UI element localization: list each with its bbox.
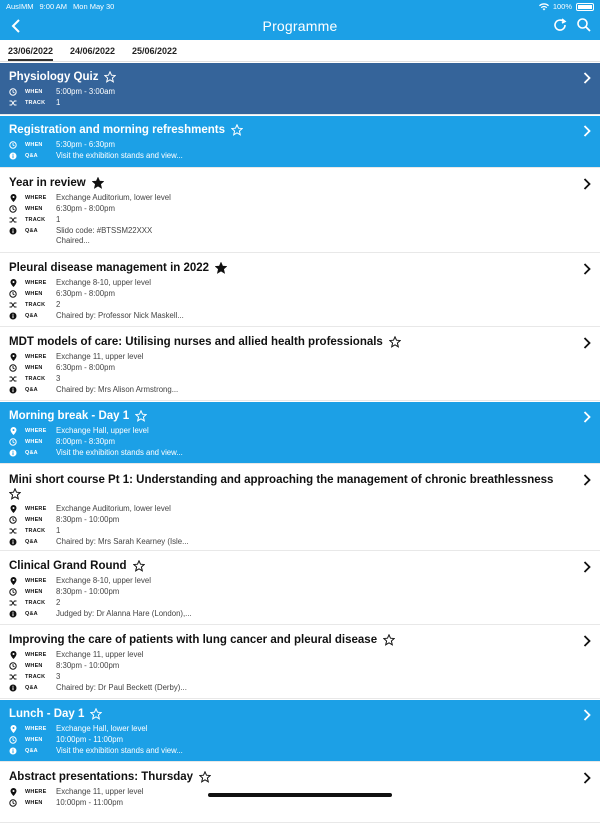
item-when-row	[9, 797, 124, 808]
location-pin-icon	[10, 353, 17, 361]
location-pin-icon	[10, 725, 17, 733]
item-qa-label: Q&A	[25, 312, 38, 319]
item-qa-label: Q&A	[25, 227, 38, 234]
item-when-label: WHEN	[25, 662, 43, 669]
clock-icon	[9, 364, 17, 372]
item-qa-label: Q&A	[25, 747, 38, 754]
shuffle-icon	[9, 99, 17, 107]
item-qa-row	[9, 225, 153, 236]
item-when-label: WHEN	[25, 205, 43, 212]
item-title	[9, 410, 147, 422]
item-track-label: TRACK	[25, 673, 46, 680]
item-title	[9, 262, 227, 274]
item-qa-label: Q&A	[25, 610, 38, 617]
chevron-right-icon[interactable]	[582, 124, 592, 138]
refresh-icon	[552, 17, 568, 33]
star-icon[interactable]	[231, 124, 243, 136]
item-where-label: WHERE	[25, 353, 47, 360]
chevron-right-icon[interactable]	[582, 410, 592, 424]
programme-item[interactable]	[0, 552, 600, 625]
item-qa-value: Visit the exhibition stands and view...	[56, 448, 183, 457]
refresh-button[interactable]	[552, 17, 570, 35]
item-where-label: WHERE	[25, 427, 47, 434]
item-qa-row	[9, 150, 183, 161]
star-icon[interactable]	[389, 336, 401, 348]
clock-icon	[9, 205, 17, 213]
item-title-text: Morning break - Day 1	[9, 410, 130, 422]
item-title-text: Improving the care of patients with lung cancer and pleural disease	[9, 634, 378, 646]
item-when-label: WHEN	[25, 88, 43, 95]
item-qa-value: Chaired by: Mrs Alison Armstrong...	[56, 385, 179, 394]
item-title-text: Abstract presentations: Thursday	[9, 771, 194, 783]
item-title-text: Clinical Grand Round	[9, 560, 127, 572]
item-title	[9, 336, 401, 348]
item-where-value: Exchange 8-10, upper level	[56, 278, 151, 287]
chevron-right-icon[interactable]	[582, 771, 592, 785]
item-qa-row	[9, 608, 192, 619]
shuffle-icon	[9, 599, 17, 607]
item-track-row	[9, 525, 61, 536]
date-tabs	[0, 40, 600, 62]
star-icon[interactable]	[383, 634, 395, 646]
shuffle-icon	[9, 375, 17, 383]
item-where-value: Exchange Auditorium, lower level	[56, 504, 171, 513]
programme-item[interactable]	[0, 402, 600, 464]
item-title-text: Physiology Quiz	[9, 71, 99, 83]
item-track-label: TRACK	[25, 599, 46, 606]
clock-icon	[9, 290, 17, 298]
item-where-label: WHERE	[25, 279, 47, 286]
info-icon	[9, 386, 17, 394]
star-icon[interactable]	[135, 410, 147, 422]
clock-icon	[9, 88, 17, 96]
programme-item[interactable]	[0, 63, 600, 115]
programme-item[interactable]	[0, 626, 600, 699]
item-when-row	[9, 436, 115, 447]
item-track-value: 1	[56, 526, 61, 535]
item-where-row	[9, 786, 144, 797]
item-title-text: MDT models of care: Utilising nurses and allied health professionals	[9, 336, 383, 348]
shuffle-icon	[9, 301, 17, 309]
star-icon[interactable]	[215, 262, 227, 274]
battery-percent: 100%	[552, 2, 572, 11]
info-icon	[9, 449, 17, 457]
item-where-value: Exchange 8-10, upper level	[56, 576, 151, 585]
chevron-right-icon[interactable]	[582, 71, 592, 85]
status-time: 9:00 AM	[39, 2, 68, 11]
chevron-right-icon[interactable]	[582, 634, 592, 648]
nav-header	[0, 0, 600, 40]
location-pin-icon	[10, 194, 17, 202]
info-icon	[9, 747, 17, 755]
item-where-row	[9, 277, 151, 288]
battery-icon	[576, 3, 594, 11]
shuffle-icon	[9, 216, 17, 224]
item-when-value: 10:00pm - 11:00pm	[56, 798, 124, 807]
programme-item[interactable]	[0, 116, 600, 168]
item-track-row	[9, 214, 61, 225]
item-qa-label: Q&A	[25, 152, 38, 159]
item-where-label: WHERE	[25, 577, 47, 584]
info-icon	[9, 312, 17, 320]
star-icon[interactable]	[104, 71, 116, 83]
item-when-value: 8:30pm - 10:00pm	[56, 587, 120, 596]
item-where-row	[9, 351, 144, 362]
item-title	[9, 634, 395, 646]
item-when-row	[9, 86, 115, 97]
info-icon	[9, 684, 17, 692]
chevron-right-icon[interactable]	[582, 473, 592, 487]
item-track-label: TRACK	[25, 527, 46, 534]
info-icon	[9, 610, 17, 618]
item-track-value: 3	[56, 672, 61, 681]
item-where-value: Exchange 11, upper level	[56, 352, 144, 361]
search-icon	[576, 17, 592, 33]
item-track-value: 2	[56, 300, 61, 309]
item-title	[9, 177, 104, 189]
item-title-text: Registration and morning refreshments	[9, 124, 225, 136]
item-track-value: 2	[56, 598, 61, 607]
item-where-value: Exchange 11, upper level	[56, 787, 144, 796]
clock-icon	[9, 662, 17, 670]
clock-icon	[9, 516, 17, 524]
info-icon	[9, 152, 17, 160]
item-title	[9, 560, 145, 572]
item-where-label: WHERE	[25, 725, 47, 732]
search-button[interactable]	[576, 17, 594, 35]
item-when-value: 6:30pm - 8:00pm	[56, 289, 115, 298]
item-where-label: WHERE	[25, 194, 47, 201]
home-indicator	[208, 793, 392, 797]
item-qa-value: Chaired by: Professor Nick Maskell...	[56, 311, 184, 320]
item-track-label: TRACK	[25, 216, 46, 223]
star-icon[interactable]	[90, 708, 102, 720]
item-qa-value: Judged by: Dr Alanna Hare (London),...	[56, 609, 192, 618]
item-title-text: Year in review	[9, 177, 86, 189]
clock-icon	[9, 141, 17, 149]
item-when-label: WHEN	[25, 438, 43, 445]
status-bar	[0, 0, 600, 14]
location-pin-icon	[10, 505, 17, 513]
item-track-value: 3	[56, 374, 61, 383]
clock-icon	[9, 588, 17, 596]
item-when-value: 5:30pm - 6:30pm	[56, 140, 115, 149]
item-title	[9, 71, 116, 83]
item-qa-row	[9, 447, 183, 458]
item-title	[9, 473, 579, 501]
item-when-label: WHEN	[25, 799, 43, 806]
status-date: Mon May 30	[73, 2, 115, 11]
star-icon[interactable]	[92, 177, 104, 189]
item-where-label: WHERE	[25, 505, 47, 512]
programme-item[interactable]	[0, 700, 600, 762]
item-qa-value: Chaired by: Mrs Sarah Kearney (Isle...	[56, 537, 189, 546]
item-where-row	[9, 575, 151, 586]
tab-date-1[interactable]: 23/06/2022	[8, 46, 54, 56]
item-qa-label: Q&A	[25, 684, 38, 691]
location-pin-icon	[10, 577, 17, 585]
item-when-value: 6:30pm - 8:00pm	[56, 363, 115, 372]
item-title-text: Mini short course Pt 1: Understanding and approaching the management of chronic breathlessness	[9, 474, 554, 486]
location-pin-icon	[10, 788, 17, 796]
item-where-value: Exchange 11, upper level	[56, 650, 144, 659]
star-icon[interactable]	[133, 560, 145, 572]
item-qa-label: Q&A	[25, 386, 38, 393]
chevron-right-icon[interactable]	[582, 708, 592, 722]
item-when-label: WHEN	[25, 736, 43, 743]
wifi-icon	[539, 3, 549, 11]
item-title-text: Pleural disease management in 2022	[9, 262, 210, 274]
item-when-value: 8:30pm - 10:00pm	[56, 661, 120, 670]
chevron-right-icon[interactable]	[582, 177, 592, 191]
item-track-label: TRACK	[25, 375, 46, 382]
item-when-row	[9, 586, 120, 597]
item-when-label: WHEN	[25, 364, 43, 371]
item-where-row	[9, 192, 171, 203]
item-when-row	[9, 734, 124, 745]
item-track-row	[9, 373, 61, 384]
item-where-row	[9, 425, 149, 436]
item-qa-extra: Chaired...	[56, 236, 90, 245]
item-when-row	[9, 139, 115, 150]
item-when-label: WHEN	[25, 516, 43, 523]
item-when-label: WHEN	[25, 141, 43, 148]
programme-item[interactable]	[0, 169, 600, 253]
page-title: Programme	[262, 18, 338, 34]
item-track-value: 1	[56, 98, 61, 107]
item-where-value: Exchange Hall, upper level	[56, 426, 149, 435]
shuffle-icon	[9, 527, 17, 535]
programme-item[interactable]	[0, 465, 600, 551]
item-where-value: Exchange Auditorium, lower level	[56, 193, 171, 202]
clock-icon	[9, 438, 17, 446]
info-icon	[9, 227, 17, 235]
item-title	[9, 771, 211, 783]
item-qa-row	[9, 310, 184, 321]
item-when-label: WHEN	[25, 588, 43, 595]
item-when-value: 6:30pm - 8:00pm	[56, 204, 115, 213]
carrier-label: AusIMM	[6, 2, 34, 11]
item-title-text: Lunch - Day 1	[9, 708, 85, 720]
star-icon[interactable]	[199, 771, 211, 783]
chevron-right-icon[interactable]	[582, 560, 592, 574]
chevron-right-icon[interactable]	[582, 336, 592, 350]
programme-item[interactable]	[0, 254, 600, 327]
item-when-row	[9, 362, 115, 373]
item-track-value: 1	[56, 215, 61, 224]
item-qa-value: Chaired by: Dr Paul Beckett (Derby)...	[56, 683, 187, 692]
item-where-label: WHERE	[25, 651, 47, 658]
item-where-value: Exchange Hall, lower level	[56, 724, 148, 733]
item-when-label: WHEN	[25, 290, 43, 297]
item-title	[9, 708, 102, 720]
item-when-row	[9, 514, 120, 525]
clock-icon	[9, 736, 17, 744]
programme-item[interactable]	[0, 328, 600, 401]
item-when-row	[9, 203, 115, 214]
item-where-label: WHERE	[25, 788, 47, 795]
item-qa-row	[9, 384, 179, 395]
item-when-value: 5:00pm - 3:00am	[56, 87, 115, 96]
item-qa-row	[9, 536, 189, 547]
item-track-label: TRACK	[25, 301, 46, 308]
item-when-row	[9, 288, 115, 299]
location-pin-icon	[10, 279, 17, 287]
location-pin-icon	[10, 651, 17, 659]
item-qa-value: Visit the exhibition stands and view...	[56, 151, 183, 160]
item-where-row	[9, 649, 144, 660]
item-qa-value: Slido code: #BTSSM22XXX	[56, 226, 153, 235]
tab-date-2[interactable]: 24/06/2022	[70, 46, 116, 56]
item-track-label: TRACK	[25, 99, 46, 106]
item-track-row	[9, 299, 61, 310]
item-when-row	[9, 660, 120, 671]
star-icon[interactable]	[9, 488, 21, 500]
item-track-row	[9, 671, 61, 682]
item-qa-label: Q&A	[25, 538, 38, 545]
item-title	[9, 124, 243, 136]
item-track-row	[9, 97, 61, 108]
item-where-row	[9, 503, 171, 514]
item-when-value: 10:00pm - 11:00pm	[56, 735, 124, 744]
item-track-row	[9, 597, 61, 608]
item-qa-row	[9, 745, 183, 756]
info-icon	[9, 538, 17, 546]
item-qa-row	[9, 682, 187, 693]
item-qa-value: Visit the exhibition stands and view...	[56, 746, 183, 755]
item-when-value: 8:00pm - 8:30pm	[56, 437, 115, 446]
item-where-row	[9, 723, 148, 734]
tab-date-3[interactable]: 25/06/2022	[132, 46, 178, 56]
item-qa-label: Q&A	[25, 449, 38, 456]
shuffle-icon	[9, 673, 17, 681]
item-when-value: 8:30pm - 10:00pm	[56, 515, 120, 524]
chevron-right-icon[interactable]	[582, 262, 592, 276]
location-pin-icon	[10, 427, 17, 435]
